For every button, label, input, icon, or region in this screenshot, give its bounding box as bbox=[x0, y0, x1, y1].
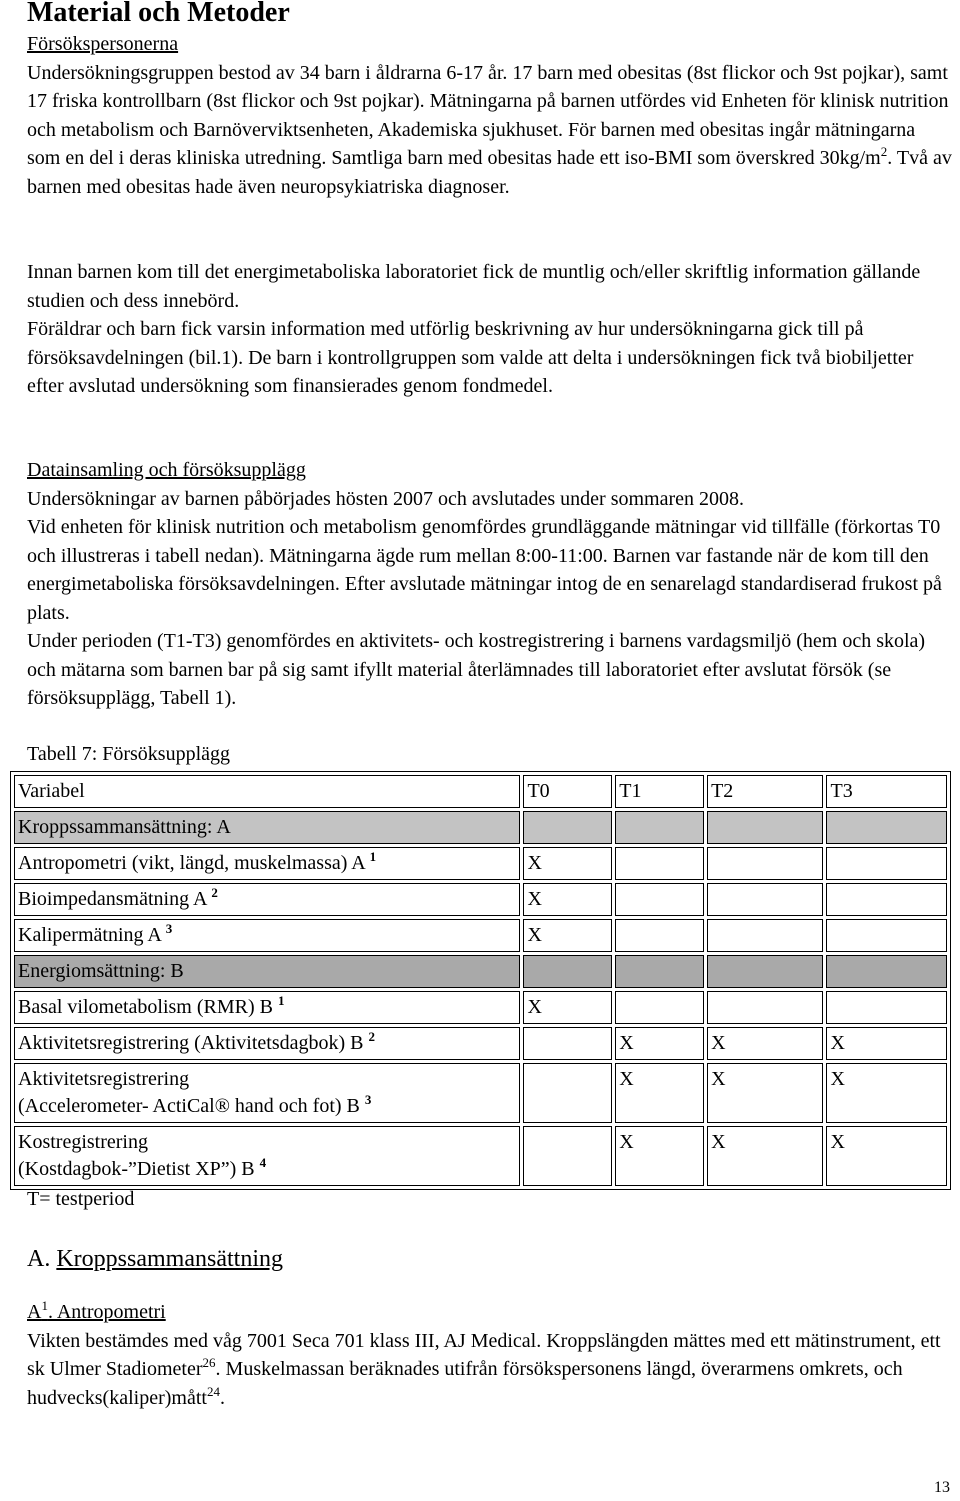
table-mark-cell bbox=[615, 919, 704, 952]
table-mark-cell: X bbox=[523, 991, 612, 1024]
row-label-text-2: (Kostdagbok-”Dietist XP”) B bbox=[18, 1158, 255, 1180]
table-mark-cell bbox=[707, 883, 823, 916]
table-mark-cell bbox=[826, 955, 947, 988]
table-row-label bbox=[14, 1126, 520, 1186]
collection-paragraph-3: Under perioden (T1-T3) genomfördes en aktivitets- och kostregistrering i barnens vardagsmiljö (hem och skola) och mätarna som barnen bar på sig samt ifyllt material återlämnades till laboratoriet efter avslutat försök (se försöksupplägg, Tabell 1). bbox=[27, 630, 926, 709]
row-label-text: Aktivitetsregistrering bbox=[18, 1068, 190, 1090]
row-label-sup: 1 bbox=[369, 849, 377, 864]
table-mark-cell bbox=[523, 1126, 612, 1186]
row-label-text: Bioimpedansmätning A bbox=[18, 888, 207, 910]
row-label-text: Kalipermätning A bbox=[18, 924, 161, 946]
row-label-text: Energiomsättning: B bbox=[18, 960, 184, 982]
table-row bbox=[14, 1063, 947, 1123]
table-mark-cell bbox=[615, 847, 704, 880]
anthropometry-paragraph bbox=[27, 1327, 952, 1413]
table-mark-cell: X bbox=[826, 1063, 947, 1123]
row-label-line-2 bbox=[18, 1156, 516, 1183]
row-label-text: Kostregistrering bbox=[18, 1131, 148, 1153]
anthropometry-ref-26: 26 bbox=[202, 1355, 216, 1370]
row-label-sup: 2 bbox=[368, 1029, 375, 1044]
body-composition-prefix: A. bbox=[27, 1246, 57, 1272]
table-mark-cell: X bbox=[615, 1126, 704, 1186]
experiment-plan-table bbox=[10, 771, 951, 1190]
table-row bbox=[14, 1027, 947, 1060]
table-mark-cell bbox=[615, 883, 704, 916]
table-row bbox=[14, 919, 947, 952]
anthropometry-label: A bbox=[27, 1301, 42, 1323]
row-label-sup-2: 3 bbox=[364, 1092, 372, 1107]
collection-title: Datainsamling och försöksupplägg bbox=[27, 459, 306, 481]
row-label-text: Aktivitetsregistrering (Aktivitetsdagbok) B bbox=[18, 1032, 364, 1054]
table-mark-cell bbox=[523, 1027, 612, 1060]
table-header-cell: T3 bbox=[826, 775, 947, 808]
row-label-line-2 bbox=[18, 1093, 516, 1120]
table-mark-cell bbox=[615, 811, 704, 844]
row-label-text-2: (Accelerometer- ActiCal® hand och fot) B bbox=[18, 1095, 360, 1117]
row-label-line bbox=[18, 886, 516, 913]
table-row bbox=[14, 811, 947, 844]
row-label-line bbox=[18, 850, 516, 877]
table-row bbox=[14, 955, 947, 988]
anthropometry-ref-24: 24 bbox=[206, 1383, 220, 1399]
participants-title: Försökspersonerna bbox=[27, 33, 179, 55]
row-label-line bbox=[18, 1066, 516, 1093]
participants-paragraph-1 bbox=[27, 59, 952, 202]
body-composition-title: Kroppssammansättning bbox=[56, 1246, 283, 1272]
table-mark-cell bbox=[615, 955, 704, 988]
table-mark-cell bbox=[826, 883, 947, 916]
table-mark-cell bbox=[707, 847, 823, 880]
table-mark-cell: X bbox=[615, 1027, 704, 1060]
anthropometry-section bbox=[27, 1298, 952, 1412]
row-label-line bbox=[18, 1129, 516, 1156]
table-row-label bbox=[14, 919, 520, 952]
anthropometry-text-b: . Muskelmassan beräknades utifrån försökspersonens längd, överarmens omkrets, och hudvecks(kaliper)mått bbox=[27, 1358, 903, 1409]
row-label-line bbox=[18, 1030, 516, 1057]
table-row-label bbox=[14, 1063, 520, 1123]
table-row-label bbox=[14, 1027, 520, 1060]
row-label-text: Basal vilometabolism (RMR) B bbox=[18, 996, 273, 1018]
table-mark-cell: X bbox=[523, 847, 612, 880]
anthropometry-title bbox=[27, 1298, 952, 1327]
table-row-label bbox=[14, 955, 520, 988]
table-mark-cell bbox=[707, 811, 823, 844]
anthropometry-label-sup: 1 bbox=[41, 1298, 48, 1313]
table-mark-cell: X bbox=[707, 1027, 823, 1060]
table-mark-cell bbox=[826, 919, 947, 952]
participants-paragraph-3: Föräldrar och barn fick varsin information med utförlig beskrivning av hur undersökningarna gick till på försöksavdelningen (bil.1). De barn i kontrollgruppen som valde att delta i undersökningen fick två biobiljetter efter avslutad undersökning som finansierades genom fondmedel. bbox=[27, 318, 914, 397]
row-label-line bbox=[18, 922, 516, 949]
table-mark-cell bbox=[523, 811, 612, 844]
page-number: 13 bbox=[934, 1479, 950, 1496]
participants-section bbox=[27, 30, 952, 201]
table-mark-cell bbox=[707, 919, 823, 952]
participants-p1-text: Undersökningsgruppen bestod av 34 barn i åldrarna 6-17 år. 17 barn med obesitas (8st flickor och 9st pojkar), samt 17 friska kontrollbarn (8st flickor och 9st pojkar). Mätningarna på barnen utfördes vid Enheten för klinisk nutrition och metabolism och Barnöverviktsenheten, Akademiska sjukhuset. För barnen med obesitas ingår mätningarna som en del i deras kliniska utredning. Samtliga barn med obesitas hade ett iso-BMI som överskred 30kg/m bbox=[27, 61, 949, 169]
participants-paragraph-2: Innan barnen kom till det energimetaboliska laboratoriet fick de muntlig och/eller skriftlig information gällande studien och dess innebörd. bbox=[27, 261, 921, 312]
participants-p1-sup: 2 bbox=[880, 144, 888, 159]
row-label-text: Kroppssammansättning: A bbox=[18, 816, 231, 838]
body-composition-heading bbox=[27, 1243, 283, 1275]
collection-section bbox=[27, 456, 952, 713]
table-header-row bbox=[14, 775, 947, 808]
table-row-label bbox=[14, 811, 520, 844]
table-mark-cell bbox=[707, 955, 823, 988]
row-label-sup: 3 bbox=[165, 921, 173, 936]
anthropometry-text-c: . bbox=[219, 1386, 225, 1409]
table-row bbox=[14, 883, 947, 916]
row-label-text: Antropometri (vikt, längd, muskelmassa) A bbox=[18, 852, 365, 874]
table-row-label bbox=[14, 991, 520, 1024]
row-label-sup: 1 bbox=[278, 993, 285, 1008]
table-mark-cell: X bbox=[523, 919, 612, 952]
table-mark-cell: X bbox=[826, 1027, 947, 1060]
table-row-label bbox=[14, 847, 520, 880]
table-mark-cell: X bbox=[826, 1126, 947, 1186]
table-mark-cell: X bbox=[615, 1063, 704, 1123]
table-mark-cell: X bbox=[523, 883, 612, 916]
table-mark-cell bbox=[615, 991, 704, 1024]
row-label-sup-2: 4 bbox=[259, 1155, 267, 1170]
anthropometry-text-a: Vikten bestämdes med våg 7001 Seca 701 klass III, AJ Medical. Kroppslängden mättes med ett mätinstrument, ett sk Ulmer Stadiometer bbox=[27, 1329, 941, 1380]
table-mark-cell bbox=[523, 1063, 612, 1123]
table-mark-cell bbox=[826, 991, 947, 1024]
anthropometry-title-text: . Antropometri bbox=[47, 1301, 166, 1323]
table-row bbox=[14, 847, 947, 880]
table-footnote: T= testperiod bbox=[27, 1188, 135, 1210]
information-paragraphs bbox=[27, 258, 952, 401]
row-label-line bbox=[18, 958, 516, 985]
page-heading: Material och Metoder bbox=[27, 0, 290, 28]
row-label-sup: 2 bbox=[211, 885, 218, 900]
collection-paragraph-1: Undersökningar av barnen påbörjades hösten 2007 och avslutades under sommaren 2008. bbox=[27, 487, 745, 510]
table-caption: Tabell 7: Försöksupplägg bbox=[27, 743, 231, 765]
table-mark-cell bbox=[826, 811, 947, 844]
table-header-cell: T0 bbox=[523, 775, 612, 808]
table-mark-cell bbox=[707, 991, 823, 1024]
table-mark-cell: X bbox=[707, 1126, 823, 1186]
table-row bbox=[14, 991, 947, 1024]
participants-p1-text-end: . Två av barnen med obesitas hade även neuropsykiatriska diagnoser. bbox=[27, 147, 952, 198]
table-header-cell: T2 bbox=[707, 775, 823, 808]
table-mark-cell bbox=[826, 847, 947, 880]
table-mark-cell bbox=[523, 955, 612, 988]
row-label-line bbox=[18, 994, 516, 1021]
table-row bbox=[14, 1126, 947, 1186]
row-label-line bbox=[18, 814, 516, 841]
table-header-cell: Variabel bbox=[14, 775, 520, 808]
table-row-label bbox=[14, 883, 520, 916]
table-mark-cell: X bbox=[707, 1063, 823, 1123]
collection-paragraph-2: Vid enheten för klinisk nutrition och metabolism genomfördes grundläggande mätningar vid tillfälle (förkortas T0 och illustreras i tabell nedan). Mätningarna ägde rum mellan 8:00-11:00. Barnen var fastande när de kom till den energimetaboliska försöksavdelningen. Efter avslutade mätningar intog de en senarelagd standardiserad frukost på plats. bbox=[27, 516, 942, 624]
table-header-cell: T1 bbox=[615, 775, 704, 808]
